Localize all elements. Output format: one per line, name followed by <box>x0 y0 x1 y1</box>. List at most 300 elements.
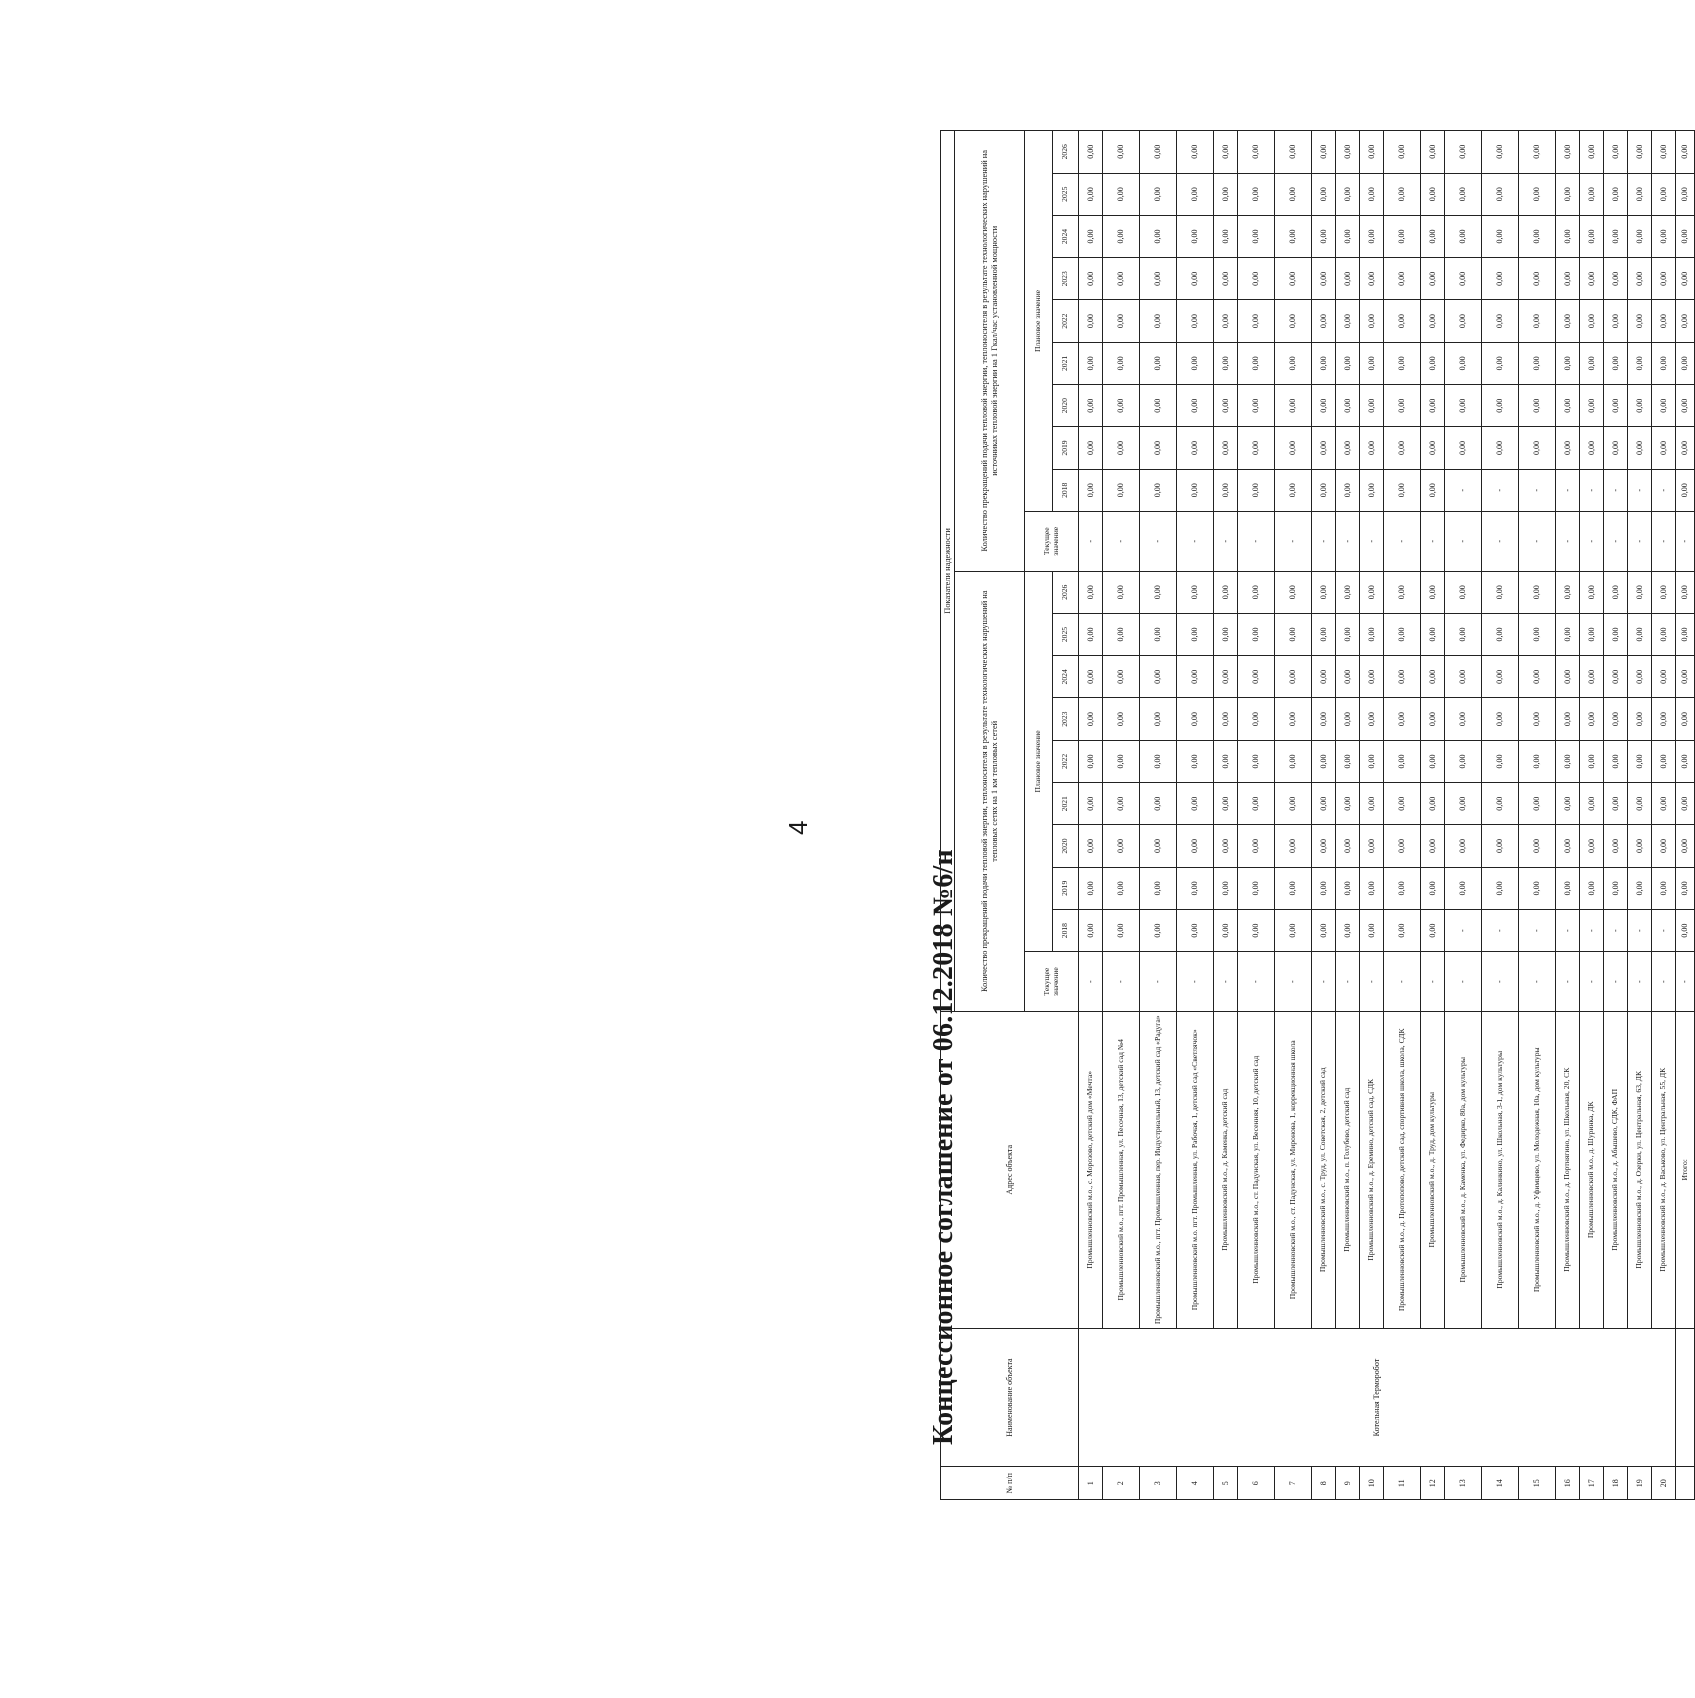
planned-value: 0,00 <box>1519 342 1556 384</box>
planned-value: 0,00 <box>1103 698 1140 740</box>
planned-value: 0,00 <box>1556 342 1580 384</box>
planned-value: 0,00 <box>1384 300 1421 342</box>
planned-value: 0,00 <box>1103 740 1140 782</box>
planned-value: 0,00 <box>1360 215 1384 257</box>
object-address: Промышленновский м.о., д. Васьково, ул. Центральная, 55, ДК <box>1652 1011 1676 1328</box>
planned-value: 0,00 <box>1519 427 1556 469</box>
planned-value: 0,00 <box>1103 909 1140 951</box>
planned-value: 0,00 <box>1360 656 1384 698</box>
planned-value: 0,00 <box>1140 571 1177 613</box>
planned-value: 0,00 <box>1628 613 1652 655</box>
planned-value: 0,00 <box>1421 740 1445 782</box>
planned-value: 0,00 <box>1238 469 1275 511</box>
planned-value: 0,00 <box>1275 258 1312 300</box>
object-address: Промышленновский м.о., д. Протопопово, детский сад, спортивная школа, школа, СДК <box>1384 1011 1421 1328</box>
row-number: 20 <box>1652 1467 1676 1500</box>
table-row <box>1336 131 1360 1500</box>
planned-value: 0,00 <box>1140 783 1177 825</box>
planned-value: 0,00 <box>1238 867 1275 909</box>
planned-value: 0,00 <box>1336 909 1360 951</box>
planned-value: 0,00 <box>1177 342 1214 384</box>
planned-value: 0,00 <box>1238 427 1275 469</box>
current-value: - <box>1238 511 1275 571</box>
planned-value: 0,00 <box>1604 131 1628 174</box>
planned-value: 0,00 <box>1140 698 1177 740</box>
planned-value: 0,00 <box>1312 613 1336 655</box>
planned-value: 0,00 <box>1421 783 1445 825</box>
planned-value: 0,00 <box>1482 613 1519 655</box>
planned-value: 0,00 <box>1275 571 1312 613</box>
planned-value: 0,00 <box>1177 656 1214 698</box>
planned-value: 0,00 <box>1384 909 1421 951</box>
planned-value: 0,00 <box>1336 571 1360 613</box>
planned-value: 0,00 <box>1360 825 1384 867</box>
planned-value: 0,00 <box>1604 698 1628 740</box>
planned-value: 0,00 <box>1384 385 1421 427</box>
planned-value: 0,00 <box>1421 867 1445 909</box>
planned-value: 0,00 <box>1652 867 1676 909</box>
current-value: - <box>1079 952 1103 1012</box>
row-number: 11 <box>1384 1467 1421 1500</box>
planned-value: 0,00 <box>1177 215 1214 257</box>
planned-value: 0,00 <box>1238 909 1275 951</box>
header-year-cell: 2018 <box>1053 909 1079 951</box>
planned-value: 0,00 <box>1177 613 1214 655</box>
planned-value: 0,00 <box>1177 571 1214 613</box>
planned-value: 0,00 <box>1275 783 1312 825</box>
planned-value: 0,00 <box>1580 825 1604 867</box>
planned-value: 0,00 <box>1628 825 1652 867</box>
planned-value: 0,00 <box>1140 258 1177 300</box>
header-planned-1: Плановое значение <box>1025 571 1053 952</box>
planned-value: - <box>1604 469 1628 511</box>
total-planned-value: 0,00 <box>1676 656 1695 698</box>
current-value: - <box>1360 952 1384 1012</box>
planned-value: - <box>1652 469 1676 511</box>
planned-value: 0,00 <box>1556 571 1580 613</box>
planned-value: 0,00 <box>1628 131 1652 174</box>
row-number: 1 <box>1079 1467 1103 1500</box>
planned-value: 0,00 <box>1652 427 1676 469</box>
planned-value: 0,00 <box>1079 783 1103 825</box>
current-value: - <box>1482 511 1519 571</box>
planned-value: 0,00 <box>1103 867 1140 909</box>
planned-value: 0,00 <box>1652 131 1676 174</box>
planned-value: - <box>1628 909 1652 951</box>
planned-value: 0,00 <box>1336 427 1360 469</box>
header-year-cell: 2020 <box>1053 825 1079 867</box>
planned-value: - <box>1556 469 1580 511</box>
current-value: - <box>1445 952 1482 1012</box>
planned-value: 0,00 <box>1628 783 1652 825</box>
row-number: 5 <box>1214 1467 1238 1500</box>
header-year-cell: 2018 <box>1053 469 1079 511</box>
planned-value: 0,00 <box>1079 258 1103 300</box>
planned-value: 0,00 <box>1238 740 1275 782</box>
table-header <box>941 131 1079 1500</box>
planned-value: 0,00 <box>1519 783 1556 825</box>
planned-value: 0,00 <box>1336 613 1360 655</box>
planned-value: 0,00 <box>1519 258 1556 300</box>
current-value: - <box>1628 511 1652 571</box>
planned-value: 0,00 <box>1652 698 1676 740</box>
total-planned-value: 0,00 <box>1676 173 1695 215</box>
current-value: - <box>1336 511 1360 571</box>
planned-value: 0,00 <box>1384 867 1421 909</box>
header-current-1: Текущее значение <box>1025 952 1079 1012</box>
planned-value: 0,00 <box>1140 427 1177 469</box>
planned-value: 0,00 <box>1336 385 1360 427</box>
planned-value: 0,00 <box>1312 342 1336 384</box>
planned-value: 0,00 <box>1079 469 1103 511</box>
planned-value: 0,00 <box>1360 698 1384 740</box>
planned-value: 0,00 <box>1312 385 1336 427</box>
current-value: - <box>1652 511 1676 571</box>
planned-value: 0,00 <box>1556 867 1580 909</box>
planned-value: 0,00 <box>1604 342 1628 384</box>
planned-value: 0,00 <box>1580 783 1604 825</box>
planned-value: 0,00 <box>1140 825 1177 867</box>
planned-value: 0,00 <box>1214 698 1238 740</box>
planned-value: 0,00 <box>1214 342 1238 384</box>
planned-value: 0,00 <box>1556 215 1580 257</box>
object-address: Промышленновский м.о., д. Калинкино, ул. Школьная, 3-1, дом культуры <box>1482 1011 1519 1328</box>
planned-value: 0,00 <box>1384 740 1421 782</box>
total-planned-value: 0,00 <box>1676 427 1695 469</box>
planned-value: 0,00 <box>1177 258 1214 300</box>
planned-value: 0,00 <box>1103 656 1140 698</box>
planned-value: 0,00 <box>1580 342 1604 384</box>
planned-value: 0,00 <box>1482 571 1519 613</box>
planned-value: 0,00 <box>1482 656 1519 698</box>
object-address: Промышленновский м.о., ст. Падунская, ул. Миронова, 1, коррекционная школа <box>1275 1011 1312 1328</box>
planned-value: 0,00 <box>1384 571 1421 613</box>
total-empty-cell <box>1676 1328 1695 1467</box>
row-number: 3 <box>1140 1467 1177 1500</box>
planned-value: 0,00 <box>1445 698 1482 740</box>
planned-value: 0,00 <box>1556 613 1580 655</box>
table-row <box>1556 131 1580 1500</box>
row-number: 8 <box>1312 1467 1336 1500</box>
current-value: - <box>1336 952 1360 1012</box>
planned-value: 0,00 <box>1445 385 1482 427</box>
planned-value: 0,00 <box>1140 131 1177 174</box>
planned-value: 0,00 <box>1519 385 1556 427</box>
header-year-cell: 2025 <box>1053 173 1079 215</box>
header-current-2: Текущее значение <box>1025 511 1079 571</box>
planned-value: 0,00 <box>1421 258 1445 300</box>
header-address: Адрес объекта <box>941 1011 1079 1328</box>
total-planned-value: 0,00 <box>1676 825 1695 867</box>
planned-value: 0,00 <box>1079 385 1103 427</box>
planned-value: - <box>1519 469 1556 511</box>
object-address: Промышленновский м.о., д. Абышево, СДК, ФАП <box>1604 1011 1628 1328</box>
header-num: № п/п <box>941 1467 1079 1500</box>
planned-value: 0,00 <box>1384 783 1421 825</box>
planned-value: 0,00 <box>1384 698 1421 740</box>
planned-value: 0,00 <box>1580 300 1604 342</box>
planned-value: 0,00 <box>1140 342 1177 384</box>
planned-value: 0,00 <box>1445 825 1482 867</box>
row-number: 15 <box>1519 1467 1556 1500</box>
table-row <box>1177 131 1214 1500</box>
planned-value: 0,00 <box>1177 740 1214 782</box>
current-value: - <box>1312 952 1336 1012</box>
planned-value: 0,00 <box>1177 825 1214 867</box>
planned-value: 0,00 <box>1238 571 1275 613</box>
planned-value: 0,00 <box>1421 215 1445 257</box>
total-planned-value: 0,00 <box>1676 571 1695 613</box>
row-number: 12 <box>1421 1467 1445 1500</box>
object-address: Промышленновский м.о., д. Озерки, ул. Центральная, 63, ДК <box>1628 1011 1652 1328</box>
planned-value: 0,00 <box>1421 385 1445 427</box>
object-address: Промышленновский м.о. пгт. Промышленная, ул. Рабочая, 1, детский сад «Светлячок» <box>1177 1011 1214 1328</box>
planned-value: 0,00 <box>1580 613 1604 655</box>
planned-value: 0,00 <box>1140 385 1177 427</box>
planned-value: 0,00 <box>1079 867 1103 909</box>
planned-value: - <box>1445 469 1482 511</box>
planned-value: 0,00 <box>1652 783 1676 825</box>
total-planned-value: 0,00 <box>1676 613 1695 655</box>
planned-value: 0,00 <box>1519 173 1556 215</box>
planned-value: - <box>1580 909 1604 951</box>
planned-value: 0,00 <box>1421 300 1445 342</box>
planned-value: 0,00 <box>1214 571 1238 613</box>
current-value: - <box>1140 511 1177 571</box>
current-value: - <box>1628 952 1652 1012</box>
planned-value: 0,00 <box>1103 131 1140 174</box>
planned-value: - <box>1556 909 1580 951</box>
current-value: - <box>1360 511 1384 571</box>
planned-value: 0,00 <box>1312 656 1336 698</box>
planned-value: 0,00 <box>1652 571 1676 613</box>
planned-value: 0,00 <box>1312 698 1336 740</box>
planned-value: 0,00 <box>1177 867 1214 909</box>
current-value: - <box>1384 511 1421 571</box>
planned-value: 0,00 <box>1628 698 1652 740</box>
planned-value: 0,00 <box>1519 698 1556 740</box>
planned-value: 0,00 <box>1519 867 1556 909</box>
planned-value: 0,00 <box>1336 342 1360 384</box>
planned-value: 0,00 <box>1604 613 1628 655</box>
planned-value: 0,00 <box>1445 131 1482 174</box>
planned-value: 0,00 <box>1360 613 1384 655</box>
planned-value: 0,00 <box>1384 131 1421 174</box>
planned-value: 0,00 <box>1519 571 1556 613</box>
planned-value: 0,00 <box>1652 173 1676 215</box>
planned-value: 0,00 <box>1482 215 1519 257</box>
current-value: - <box>1482 952 1519 1012</box>
planned-value: 0,00 <box>1580 571 1604 613</box>
planned-value: 0,00 <box>1140 215 1177 257</box>
planned-value: 0,00 <box>1103 215 1140 257</box>
planned-value: - <box>1482 469 1519 511</box>
planned-value: 0,00 <box>1275 173 1312 215</box>
planned-value: 0,00 <box>1652 300 1676 342</box>
planned-value: 0,00 <box>1177 698 1214 740</box>
table-row <box>1103 131 1140 1500</box>
table-row <box>1312 131 1336 1500</box>
planned-value: 0,00 <box>1214 909 1238 951</box>
planned-value: 0,00 <box>1177 300 1214 342</box>
planned-value: 0,00 <box>1336 258 1360 300</box>
planned-value: 0,00 <box>1519 215 1556 257</box>
total-planned-value: 0,00 <box>1676 258 1695 300</box>
planned-value: - <box>1482 909 1519 951</box>
row-number: 7 <box>1275 1467 1312 1500</box>
planned-value: 0,00 <box>1360 867 1384 909</box>
header-year-cell: 2023 <box>1053 258 1079 300</box>
planned-value: 0,00 <box>1214 131 1238 174</box>
object-address: Промышленновский м.о., с. Морозово, детский дом «Мечта» <box>1079 1011 1103 1328</box>
page-number: 4 <box>783 820 813 835</box>
planned-value: 0,00 <box>1482 300 1519 342</box>
planned-value: 0,00 <box>1079 740 1103 782</box>
planned-value: 0,00 <box>1421 131 1445 174</box>
planned-value: 0,00 <box>1103 342 1140 384</box>
object-address: Промышленновский м.о., д. Уфимцево, ул. Молодежная, 10а, дом культуры <box>1519 1011 1556 1328</box>
planned-value: 0,00 <box>1556 783 1580 825</box>
planned-value: 0,00 <box>1214 469 1238 511</box>
planned-value: 0,00 <box>1604 867 1628 909</box>
planned-value: 0,00 <box>1140 173 1177 215</box>
planned-value: 0,00 <box>1336 867 1360 909</box>
object-address: Промышленновский м.о., д. Еремино, детский сад, СДК <box>1360 1011 1384 1328</box>
planned-value: 0,00 <box>1556 258 1580 300</box>
planned-value: 0,00 <box>1140 740 1177 782</box>
planned-value: 0,00 <box>1275 342 1312 384</box>
planned-value: 0,00 <box>1214 173 1238 215</box>
planned-value: - <box>1445 909 1482 951</box>
planned-value: 0,00 <box>1652 656 1676 698</box>
planned-value: 0,00 <box>1360 131 1384 174</box>
planned-value: 0,00 <box>1312 215 1336 257</box>
planned-value: 0,00 <box>1312 427 1336 469</box>
planned-value: 0,00 <box>1079 698 1103 740</box>
planned-value: 0,00 <box>1360 300 1384 342</box>
total-planned-value: 0,00 <box>1676 783 1695 825</box>
planned-value: 0,00 <box>1604 571 1628 613</box>
planned-value: 0,00 <box>1556 656 1580 698</box>
current-value: - <box>1140 952 1177 1012</box>
planned-value: 0,00 <box>1360 427 1384 469</box>
row-number: 9 <box>1336 1467 1360 1500</box>
planned-value: 0,00 <box>1556 300 1580 342</box>
object-address: Промышленновский м.о., д. Каменка, детский сад <box>1214 1011 1238 1328</box>
planned-value: 0,00 <box>1336 131 1360 174</box>
planned-value: 0,00 <box>1482 342 1519 384</box>
table-row <box>1275 131 1312 1500</box>
planned-value: 0,00 <box>1214 385 1238 427</box>
planned-value: 0,00 <box>1360 571 1384 613</box>
planned-value: 0,00 <box>1275 613 1312 655</box>
header-group-sources: Количество прекращений подачи тепловой энергии, теплоносителя в результате технологических нарушений на источниках тепловой энергии на 1 Гкал/час установленной мощности <box>955 131 1025 572</box>
planned-value: 0,00 <box>1312 825 1336 867</box>
planned-value: 0,00 <box>1482 825 1519 867</box>
total-planned-value: 0,00 <box>1676 385 1695 427</box>
planned-value: 0,00 <box>1604 783 1628 825</box>
planned-value: 0,00 <box>1360 469 1384 511</box>
planned-value: 0,00 <box>1604 173 1628 215</box>
planned-value: 0,00 <box>1275 385 1312 427</box>
table-row <box>1384 131 1421 1500</box>
planned-value: 0,00 <box>1628 173 1652 215</box>
current-value: - <box>1079 511 1103 571</box>
current-value: - <box>1421 511 1445 571</box>
planned-value: 0,00 <box>1556 427 1580 469</box>
header-year-cell: 2025 <box>1053 613 1079 655</box>
planned-value: 0,00 <box>1177 385 1214 427</box>
planned-value: 0,00 <box>1628 867 1652 909</box>
planned-value: 0,00 <box>1275 469 1312 511</box>
planned-value: 0,00 <box>1482 385 1519 427</box>
current-value: - <box>1275 511 1312 571</box>
planned-value: 0,00 <box>1275 300 1312 342</box>
header-year-cell: 2021 <box>1053 342 1079 384</box>
table-row <box>1628 131 1652 1500</box>
header-year-cell: 2023 <box>1053 698 1079 740</box>
planned-value: 0,00 <box>1445 783 1482 825</box>
planned-value: 0,00 <box>1140 867 1177 909</box>
table-row <box>1604 131 1628 1500</box>
planned-value: 0,00 <box>1079 342 1103 384</box>
planned-value: 0,00 <box>1580 656 1604 698</box>
planned-value: 0,00 <box>1421 571 1445 613</box>
planned-value: 0,00 <box>1238 783 1275 825</box>
header-year-cell: 2021 <box>1053 783 1079 825</box>
header-year-cell: 2022 <box>1053 740 1079 782</box>
planned-value: 0,00 <box>1360 258 1384 300</box>
planned-value: 0,00 <box>1652 825 1676 867</box>
planned-value: 0,00 <box>1214 867 1238 909</box>
current-value: - <box>1519 952 1556 1012</box>
planned-value: 0,00 <box>1556 825 1580 867</box>
total-current-value: - <box>1676 952 1695 1012</box>
planned-value: - <box>1580 469 1604 511</box>
planned-value: 0,00 <box>1556 740 1580 782</box>
planned-value: 0,00 <box>1079 613 1103 655</box>
object-address: Промышленновский м.о., пгт. Промышленная, пер. Индустриальный, 13, детский сад «Радуга» <box>1140 1011 1177 1328</box>
table-row <box>1360 131 1384 1500</box>
planned-value: 0,00 <box>1079 825 1103 867</box>
planned-value: 0,00 <box>1421 173 1445 215</box>
planned-value: 0,00 <box>1336 300 1360 342</box>
row-number: 10 <box>1360 1467 1384 1500</box>
current-value: - <box>1214 952 1238 1012</box>
planned-value: 0,00 <box>1238 131 1275 174</box>
planned-value: 0,00 <box>1445 571 1482 613</box>
planned-value: 0,00 <box>1214 215 1238 257</box>
table-row <box>1421 131 1445 1500</box>
planned-value: 0,00 <box>1360 342 1384 384</box>
planned-value: 0,00 <box>1519 613 1556 655</box>
planned-value: 0,00 <box>1445 613 1482 655</box>
current-value: - <box>1275 952 1312 1012</box>
table-row <box>1482 131 1519 1500</box>
planned-value: 0,00 <box>1275 131 1312 174</box>
planned-value: 0,00 <box>1421 613 1445 655</box>
planned-value: 0,00 <box>1312 131 1336 174</box>
planned-value: 0,00 <box>1384 613 1421 655</box>
planned-value: 0,00 <box>1214 740 1238 782</box>
planned-value: 0,00 <box>1079 427 1103 469</box>
planned-value: 0,00 <box>1312 909 1336 951</box>
table-row <box>1238 131 1275 1500</box>
planned-value: 0,00 <box>1628 571 1652 613</box>
current-value: - <box>1177 952 1214 1012</box>
planned-value: 0,00 <box>1628 342 1652 384</box>
current-value: - <box>1384 952 1421 1012</box>
